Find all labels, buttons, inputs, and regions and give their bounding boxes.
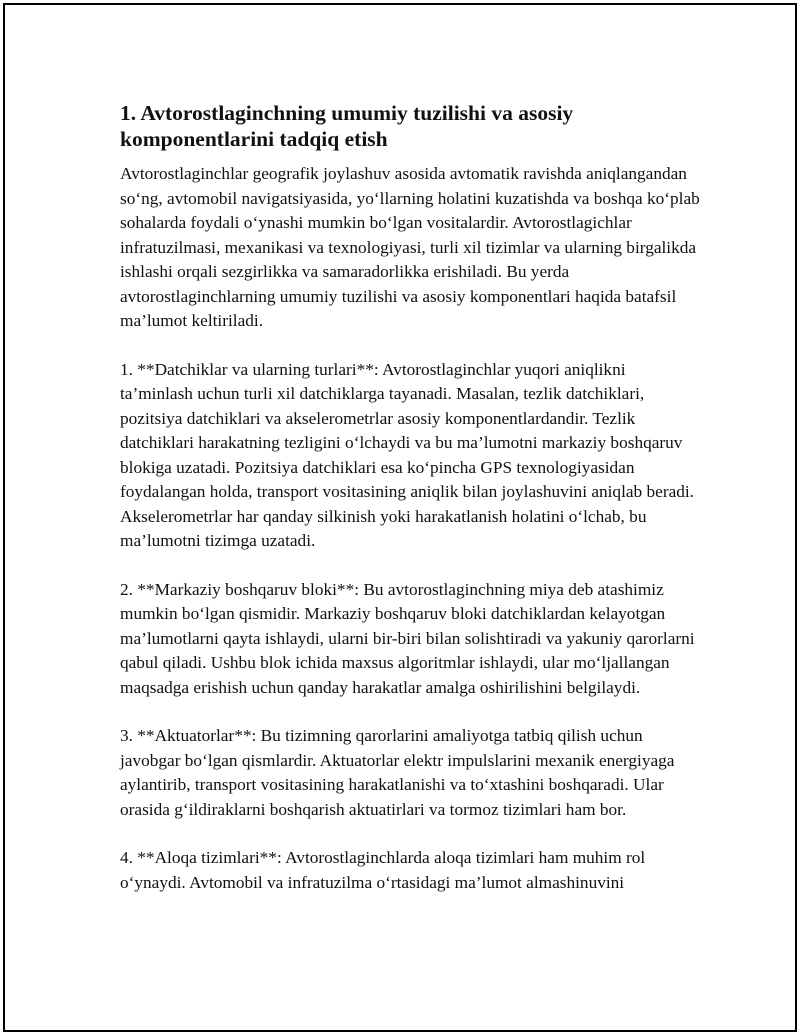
paragraph-control-unit: 2. **Markaziy boshqaruv bloki**: Bu avtorostlaginchning miya deb atashimiz mumkin bo‘lgan qismidir. Markaziy boshqaruv bloki datchiklardan kelayotgan ma’lumotlarni qayta ishlaydi, ularni bir-biri bilan solishtiradi va yakuniy qarorlarni qabul qiladi. Ushbu blok ichida maxsus algoritmlar ishlaydi, ular mo‘ljallangan maqsadga erishish uchun qanday harakatlar amalga oshirilishini belgilaydi.	[120, 579, 695, 697]
document-body	[120, 100, 700, 895]
paragraph-sensors: 1. **Datchiklar va ularning turlari**: Avtorostlaginchlar yuqori aniqlikni ta’minlash uchun turli xil datchiklarga tayanadi. Masalan, tezlik datchiklari, pozitsiya datchiklari va akselerometrlar asosiy komponentlardandir. Tezlik datchiklari harakatning tezligini o‘lchaydi va bu ma’lumotni markaziy boshqaruv blokiga uzatadi. Pozitsiya datchiklari esa ko‘pincha GPS texnologiyasidan foydalangan holda, transport vositasining aniqlik bilan joylashuvini aniqlab beradi. Akselerometrlar har qanday silkinish yoki harakatlanish holatini o‘lchab, bu ma’lumotni tizimga uzatadi.	[120, 359, 695, 550]
paragraph-communication: 4. **Aloqa tizimlari**: Avtorostlaginchlarda aloqa tizimlari ham muhim rol o‘ynaydi. Avtomobil va infratuzilma o‘rtasidagi ma’lumot almashinuvini	[120, 848, 646, 892]
paragraph-actuators: 3. **Aktuatorlar**: Bu tizimning qarorlarini amaliyotga tatbiq qilish uchun javobgar bo‘lgan qismlardir. Aktuatorlar elektr impulslarini mexanik energiyaga aylantirib, transport vositasining harakatlanishi va to‘xtashini boshqaradi. Ular orasida g‘ildiraklarni boshqarish aktuatirlari va tormoz tizimlari ham bor.	[120, 726, 675, 819]
page-frame	[3, 3, 797, 1032]
section-title: 1. Avtorostlaginchning umumiy tuzilishi va asosiy komponentlarini tadqiq etish	[120, 101, 574, 151]
paragraph-intro: Avtorostlaginchlar geografik joylashuv asosida avtomatik ravishda aniqlangandan so‘ng, avtomobil navigatsiyasida, yo‘llarning holatini kuzatishda va boshqa ko‘plab sohalarda foydali o‘ynashi mumkin bo‘lgan vositalardir. Avtorostlagichlar infratuzilmasi, mexanikasi va texnologiyasi, turli xil tizimlar va ularning birgalikda ishlashi orqali sezgirlikka va samaradorlikka erishiladi. Bu yerda avtorostlaginchlarning umumiy tuzilishi va asosiy komponentlari haqida batafsil ma’lumot keltiriladi.	[120, 164, 700, 330]
